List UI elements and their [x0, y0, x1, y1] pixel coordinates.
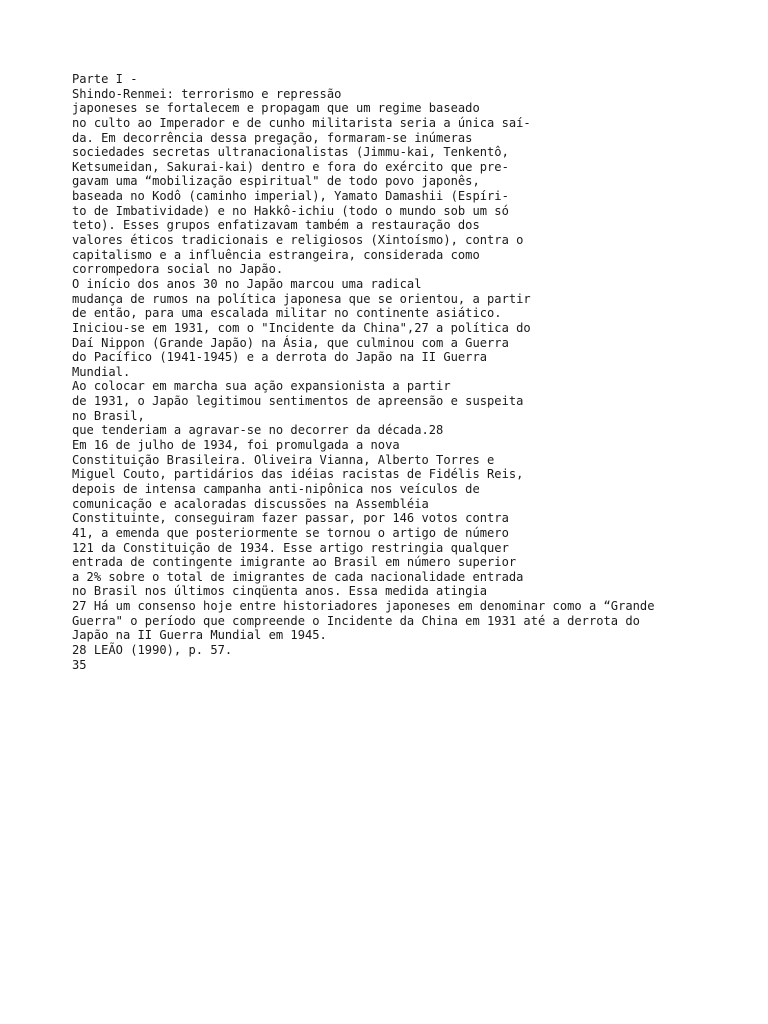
- text-line: capitalismo e a influência estrangeira, considerada como: [72, 247, 480, 262]
- text-line: de 1931, o Japão legitimou sentimentos de apreensão e suspeita: [72, 394, 524, 409]
- text-line: baseada no Kodô (caminho imperial), Yamato Damashii (Espíri-: [72, 189, 509, 204]
- text-line: depois de intensa campanha anti-nipônica nos veículos de: [72, 481, 480, 496]
- text-line: da. Em decorrência dessa pregação, formaram-se inúmeras: [72, 130, 473, 145]
- text-line: Ketsumeidan, Sakurai-kai) dentro e fora do exército que pre-: [72, 159, 509, 174]
- footnote-line: 27 Há um consenso hoje entre historiadores japoneses em denominar como a “Grande: [72, 599, 655, 614]
- text-line: no culto ao Imperador e de cunho militarista seria a única saí-: [72, 115, 531, 130]
- text-line: O início dos anos 30 no Japão marcou uma radical: [72, 276, 422, 291]
- footnote-line: 28 LEÃO (1990), p. 57.: [72, 642, 233, 657]
- text-line: valores éticos tradicionais e religiosos (Xintoísmo), contra o: [72, 233, 524, 248]
- text-line: comunicação e acaloradas discussões na Assembléia: [72, 496, 429, 511]
- text-line: Ao colocar em marcha sua ação expansionista a partir: [72, 379, 451, 394]
- text-line: que tenderiam a agravar-se no decorrer da década.28: [72, 423, 444, 438]
- text-line: Em 16 de julho de 1934, foi promulgada a nova: [72, 438, 400, 453]
- document-page: [72, 72, 732, 672]
- text-line: 121 da Constituição de 1934. Esse artigo restringia qualquer: [72, 540, 509, 555]
- footnote-line: Japão na II Guerra Mundial em 1945.: [72, 628, 327, 643]
- text-line: 41, a emenda que posteriormente se tornou o artigo de número: [72, 525, 509, 540]
- text-line: no Brasil,: [72, 408, 145, 423]
- text-line: do Pacífico (1941-1945) e a derrota do Japão na II Guerra: [72, 350, 488, 365]
- section-title: Shindo-Renmei: terrorismo e repressão: [72, 86, 342, 101]
- text-line: to de Imbatividade) e no Hakkô-ichiu (todo o mundo sob um só: [72, 203, 509, 218]
- text-line: Daí Nippon (Grande Japão) na Ásia, que culminou com a Guerra: [72, 335, 509, 350]
- text-line: no Brasil nos últimos cinqüenta anos. Essa medida atingia: [72, 584, 488, 599]
- text-line: Mundial.: [72, 364, 131, 379]
- footnote-line: Guerra" o período que compreende o Incidente da China em 1931 até a derrota do: [72, 613, 640, 628]
- text-line: gavam uma “mobilização espiritual" de todo povo japonês,: [72, 174, 480, 189]
- text-line: teto). Esses grupos enfatizavam também a restauração dos: [72, 218, 480, 233]
- text-line: japoneses se fortalecem e propagam que um regime baseado: [72, 101, 480, 116]
- page-number: 35: [72, 657, 87, 672]
- text-line: mudança de rumos na política japonesa que se orientou, a partir: [72, 291, 531, 306]
- section-header: Parte I -: [72, 72, 138, 86]
- text-line: Constituinte, conseguiram fazer passar, por 146 votos contra: [72, 511, 509, 526]
- text-line: a 2% sobre o total de imigrantes de cada nacionalidade entrada: [72, 569, 524, 584]
- text-line: corrompedora social no Japão.: [72, 262, 284, 277]
- text-line: de então, para uma escalada militar no continente asiático.: [72, 306, 502, 321]
- text-line: Constituição Brasileira. Oliveira Vianna, Alberto Torres e: [72, 452, 495, 467]
- text-line: Iniciou-se em 1931, com o "Incidente da China",27 a política do: [72, 320, 531, 335]
- text-line: Miguel Couto, partidários das idéias racistas de Fidélis Reis,: [72, 467, 524, 482]
- text-line: entrada de contingente imigrante ao Brasil em número superior: [72, 555, 517, 570]
- text-line: sociedades secretas ultranacionalistas (Jimmu-kai, Tenkentô,: [72, 145, 509, 160]
